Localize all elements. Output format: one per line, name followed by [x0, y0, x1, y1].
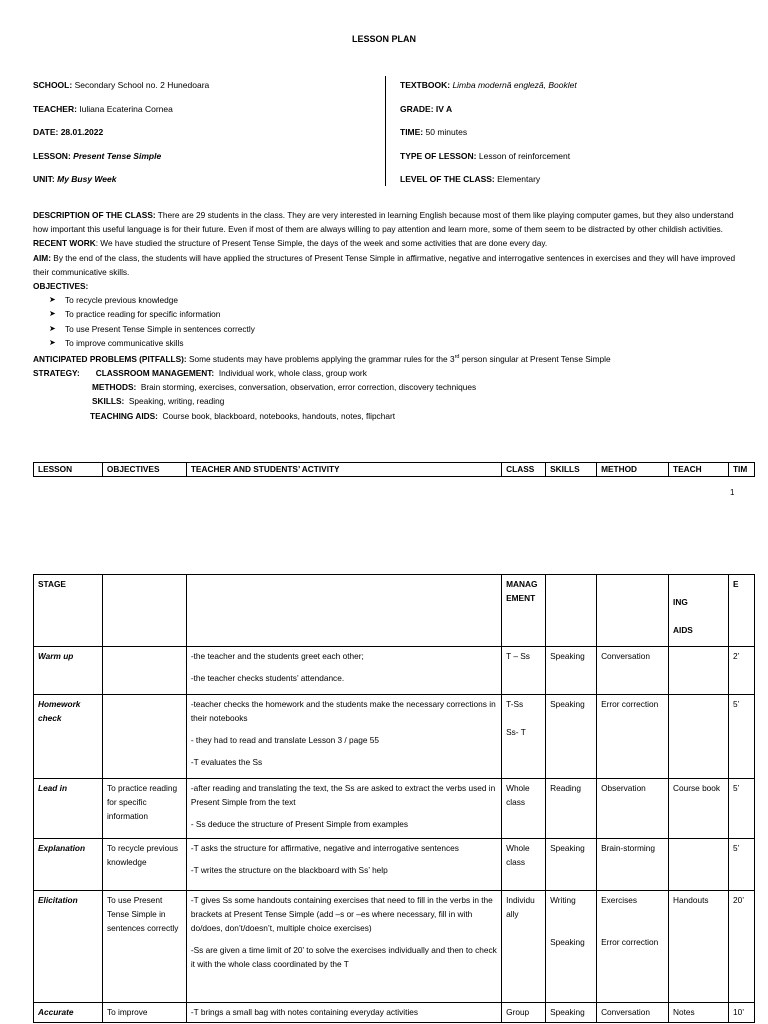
time-header-cell: E	[728, 575, 754, 647]
teaching-aids-cell: Handouts	[669, 891, 729, 1003]
table-row	[34, 839, 755, 891]
list-item: ➤ To recycle previous knowledge	[33, 293, 738, 307]
strategy-row: STRATEGY: CLASSROOM MANAGEMENT: Individual work, whole class, group work	[33, 368, 367, 378]
activity-line: -T writes the structure on the blackboard with Ss’ help	[190, 865, 388, 875]
arrow-bullet-icon: ➤	[49, 337, 56, 347]
lesson-rows	[34, 647, 755, 1023]
column-header: SKILLS	[546, 463, 597, 477]
activity-line: -the teacher checks students’ attendance.	[190, 673, 345, 683]
activity-cell	[186, 891, 501, 1003]
activity-line: -T brings a small bag with notes containing everyday activities	[190, 1007, 419, 1017]
header-textbook: TEXTBOOK: Limba modernă engleză, Booklet	[400, 80, 577, 90]
skills-cell: Speaking	[546, 647, 597, 695]
arrow-bullet-icon: ➤	[49, 323, 56, 333]
arrow-bullet-icon: ➤	[49, 309, 56, 319]
method-cell: Conversation	[597, 1003, 669, 1023]
header-left	[33, 80, 209, 198]
time-cell: 2’	[728, 647, 754, 695]
teaching-aids-cell: Notes	[669, 1003, 729, 1023]
skills-cell: Speaking	[546, 839, 597, 891]
time-cell: 10’	[728, 1003, 754, 1023]
objectives-heading: OBJECTIVES:	[33, 281, 89, 292]
teaching-aids-header-cell: ING AIDS	[669, 575, 729, 647]
class-management-cell: T – Ss	[502, 647, 546, 695]
header-type: TYPE OF LESSON: Lesson of reinforcement	[400, 150, 571, 161]
class-management-cell: Individu ally	[502, 891, 546, 1003]
aim-paragraph: AIM: By the end of the class, the students will have applied the structures of Present Tense Simple in affirmative, negative and interrogative sentences in exercises and they will have improved their communicative skills.	[33, 252, 736, 277]
table-row	[34, 463, 755, 477]
lesson-table-body	[33, 574, 755, 1023]
stage-header-cell: STAGE	[34, 575, 103, 647]
table-row	[34, 695, 755, 779]
document-title: LESSON PLAN	[351, 34, 416, 44]
time-cell: 5’	[728, 839, 754, 891]
method-cell: Exercises Error correction	[597, 891, 669, 1003]
pitfalls-paragraph: ANTICIPATED PROBLEMS (PITFALLS): Some students may have problems applying the grammar rules for the 3rd person singular at Present Tense Simple	[33, 353, 611, 364]
activity-cell	[186, 779, 501, 839]
activity-line: -T asks the structure for affirmative, negative and interrogative sentences	[190, 843, 459, 853]
stage-cell: Homework check	[34, 695, 103, 779]
table-cell	[102, 575, 186, 647]
strategy-methods: METHODS: Brain storming, exercises, conversation, observation, error correction, discovery techniques	[92, 382, 477, 393]
time-cell: 20’	[728, 891, 754, 1003]
table-row	[34, 779, 755, 839]
column-header: TEACHER AND STUDENTS’ ACTIVITY	[186, 463, 501, 477]
stage-cell: Explanation	[34, 839, 103, 891]
objective-cell: To use Present Tense Simple in sentences correctly	[102, 891, 186, 1003]
teaching-aids-cell	[669, 695, 729, 779]
table-cell	[597, 575, 669, 647]
management-header-cell: MANAG EMENT	[502, 575, 546, 647]
activity-line: -after reading and translating the text, the Ss are asked to extract the verbs used in Present Simple from the text	[190, 783, 496, 807]
activity-line: -Ss are given a time limit of 20’ to solve the exercises individually and then to check it with the whole class coordinated by the T	[190, 945, 497, 969]
header-school: SCHOOL: Secondary School no. 2 Hunedoara	[33, 80, 210, 90]
strategy-aids: TEACHING AIDS: Course book, blackboard, notebooks, handouts, notes, flipchart	[90, 410, 396, 421]
stage-cell: Warm up	[34, 647, 103, 695]
class-management-cell: T-Ss Ss- T	[502, 695, 546, 779]
teaching-aids-cell: Course book	[669, 779, 729, 839]
class-management-cell: Whole class	[502, 779, 546, 839]
column-header: CLASS	[502, 463, 546, 477]
page-number: 1	[730, 488, 735, 497]
objective-cell: To improve	[102, 1003, 186, 1023]
time-cell: 5’	[728, 779, 754, 839]
skills-cell: Speaking	[546, 695, 597, 779]
lesson-table-header	[33, 462, 755, 477]
skills-cell: Writing Speaking	[546, 891, 597, 1003]
objective-cell: To practice reading for specific information	[102, 779, 186, 839]
table-row	[34, 575, 755, 647]
time-cell: 5’	[728, 695, 754, 779]
skills-cell: Speaking	[546, 1003, 597, 1023]
method-cell: Brain-storming	[597, 839, 669, 891]
header-teacher: TEACHER: Iuliana Ecaterina Cornea	[33, 103, 173, 114]
header-lesson: LESSON: Present Tense Simple	[33, 150, 162, 161]
header-date: DATE: 28.01.2022	[33, 127, 104, 137]
table-cell	[546, 575, 597, 647]
teaching-aids-cell	[669, 647, 729, 695]
activity-line: -the teacher and the students greet each other;	[190, 651, 364, 661]
column-header: METHOD	[597, 463, 669, 477]
table-row	[34, 891, 755, 1003]
header-level: LEVEL OF THE CLASS: Elementary	[400, 174, 541, 184]
teaching-aids-cell	[669, 839, 729, 891]
method-cell: Error correction	[597, 695, 669, 779]
description-paragraph: DESCRIPTION OF THE CLASS: There are 29 students in the class. They are very interested in learning English because most of them like playing computer games, but they also understand how important this useful language is for their future. Even if most of them are always willing to pay attention and learn more, some of them seem to be distracted by other childish activities.	[33, 210, 734, 235]
column-header: LESSON	[34, 463, 103, 477]
class-management-cell: Group	[502, 1003, 546, 1023]
lesson-description-block	[33, 208, 738, 423]
objective-cell	[102, 695, 186, 779]
list-item: ➤ To practice reading for specific information	[33, 307, 738, 321]
stage-cell: Elicitation	[34, 891, 103, 1003]
column-header: OBJECTIVES	[102, 463, 186, 477]
activity-cell	[186, 839, 501, 891]
activity-cell	[186, 1003, 501, 1023]
skills-cell: Reading	[546, 779, 597, 839]
method-cell: Observation	[597, 779, 669, 839]
objectives-list	[33, 293, 738, 350]
header-grade: GRADE: IV A	[400, 103, 453, 114]
table-row	[34, 647, 755, 695]
activity-line: -T evaluates the Ss	[190, 757, 263, 767]
table-row	[34, 1003, 755, 1023]
recent-work-paragraph: RECENT WORK: We have studied the structure of Present Tense Simple, the days of the week and some activities that are done every day.	[33, 238, 548, 249]
activity-line: -T gives Ss some handouts containing exercises that need to fill in the verbs in the brackets at Present Tense Simple (add –s or –es where necessary, fill in with do/does, don’t/doesn’t, multiple choice exercises)	[190, 895, 493, 933]
stage-cell: Accurate	[34, 1003, 103, 1023]
strategy-skills: SKILLS: Speaking, writing, reading	[92, 396, 225, 407]
activity-cell	[186, 695, 501, 779]
column-header: TIM	[728, 463, 754, 477]
header-time: TIME: 50 minutes	[400, 127, 468, 137]
class-management-cell: Whole class	[502, 839, 546, 891]
list-item: ➤ To use Present Tense Simple in sentences correctly	[33, 322, 738, 336]
activity-cell	[186, 647, 501, 695]
header-unit: UNIT: My Busy Week	[33, 174, 117, 184]
activity-line: -teacher checks the homework and the students make the necessary corrections in their notebooks	[190, 699, 496, 723]
activity-line: - they had to read and translate Lesson 3 / page 55	[190, 735, 380, 745]
header-right	[400, 80, 577, 198]
table-cell	[186, 575, 501, 647]
objective-cell	[102, 647, 186, 695]
activity-line: - Ss deduce the structure of Present Simple from examples	[190, 819, 409, 829]
header-divider	[385, 76, 386, 186]
arrow-bullet-icon: ➤	[49, 295, 56, 305]
objective-cell: To recycle previous knowledge	[102, 839, 186, 891]
column-header: TEACH	[669, 463, 729, 477]
stage-cell: Lead in	[34, 779, 103, 839]
list-item: ➤ To improve communicative skills	[33, 336, 738, 350]
method-cell: Conversation	[597, 647, 669, 695]
